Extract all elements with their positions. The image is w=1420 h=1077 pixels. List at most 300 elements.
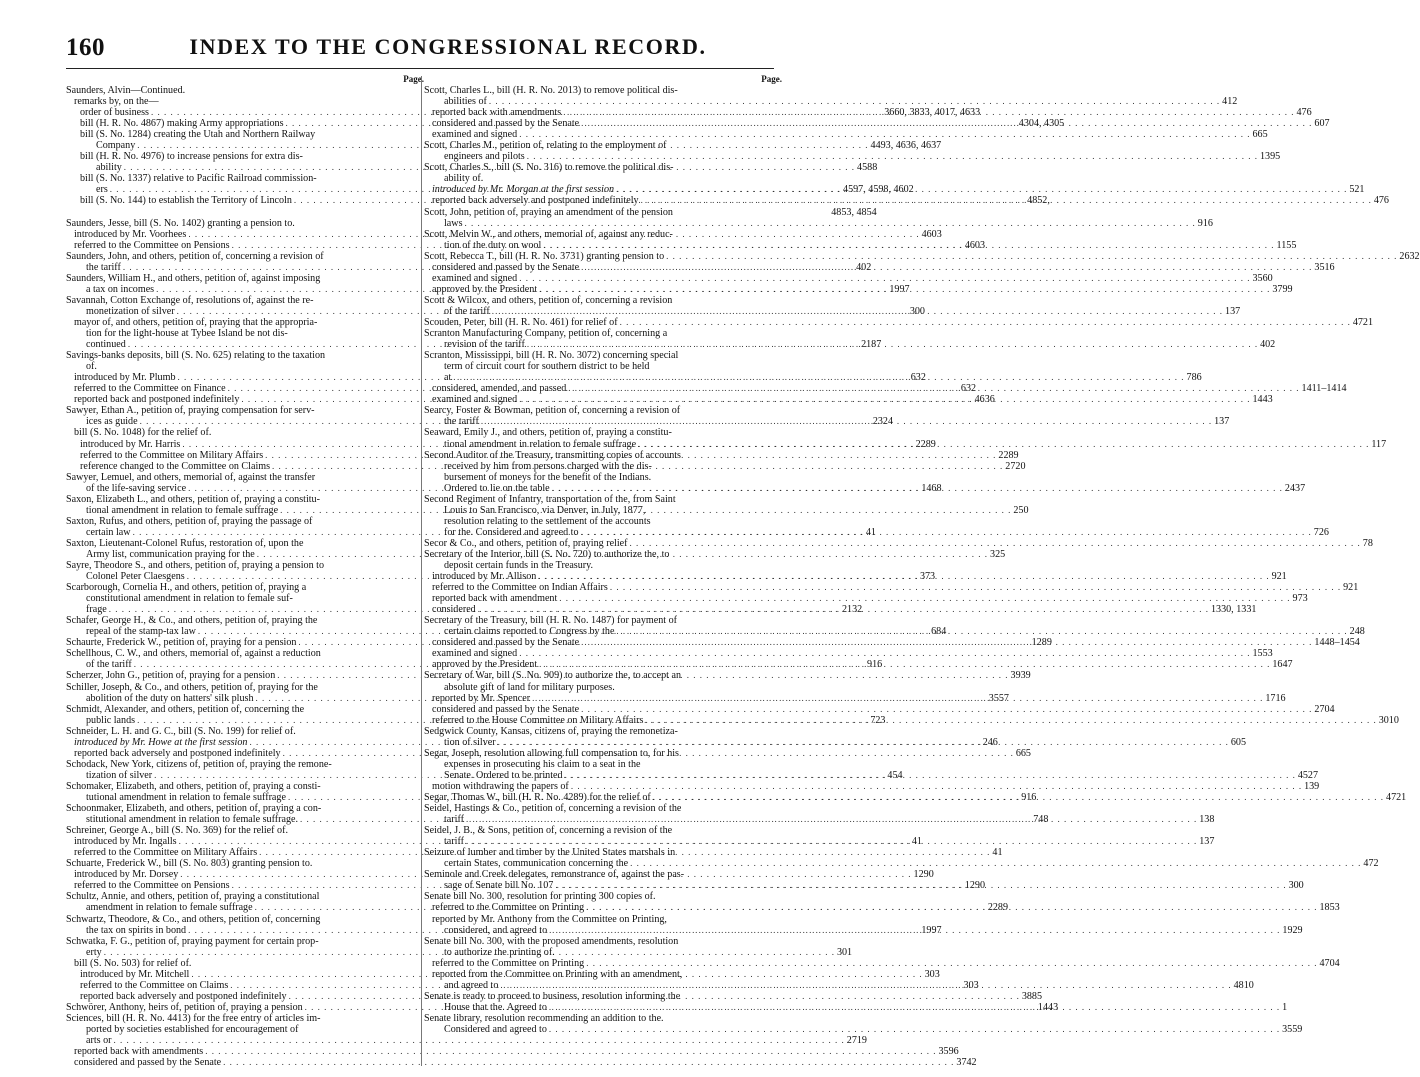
index-line: Sciences, bill (H. R. No. 4413) for the free entry of articles im- — [66, 1012, 321, 1024]
index-line: Louis to San Francisco, via Denver, in July, 1877, — [444, 504, 646, 516]
page-reference: 2132 — [841, 604, 863, 616]
entry-text: amendment in relation to female suffrage — [86, 902, 253, 914]
index-line: bill (S. No. 1284) creating the Utah and Northern Railway — [80, 129, 316, 141]
entry-text: public lands — [86, 714, 136, 726]
header-rule — [66, 68, 774, 69]
page-reference: 2719 — [846, 1035, 867, 1047]
entry-text: the tax on spirits in bond — [86, 924, 187, 936]
leader-dots — [549, 925, 1280, 936]
page-reference: 137 — [1199, 836, 1215, 848]
entry-text: reported back with amendment — [432, 593, 558, 605]
index-line: Sedgwick County, Kansas, citizens of, praying the remonetiza- — [424, 725, 678, 737]
page-reference: 4603 — [964, 239, 986, 251]
entry-text: of the life-saving service — [86, 482, 187, 494]
index-line: Savannah, Cotton Exchange of, resolutions of, against the re- — [66, 294, 314, 306]
page-reference: 4853, 4854 — [831, 206, 877, 218]
leader-dots — [630, 538, 1361, 549]
entry-text: monetization of silver — [86, 305, 175, 317]
leader-dots — [568, 383, 1299, 394]
index-line: Second Auditor of the Treasury, transmitting copies of accounts — [424, 449, 681, 461]
page-reference: 1395 — [1259, 151, 1281, 163]
entry-text: Segar, Thomas W., bill (H. R. No. 4289) for the relief of — [424, 792, 651, 803]
page-number: 160 — [66, 34, 105, 61]
page-reference: 2632 — [1399, 250, 1420, 262]
page-reference: 4810 — [1233, 979, 1254, 991]
entry-text: introduced by Mr. Plumb — [74, 372, 176, 384]
entry-text: tional amendment in relation to female suffrage — [444, 438, 637, 450]
page-reference: 1443 — [1037, 1001, 1059, 1013]
page-reference: 41 — [911, 836, 922, 848]
leader-dots — [581, 637, 1312, 648]
entry-text: certain law — [86, 526, 131, 538]
entry-text: engineers and pilots — [444, 151, 525, 163]
page-reference: 454 — [887, 769, 903, 781]
index-line: Saxon, Elizabeth L., and others, petition of, praying a constitu- — [66, 493, 320, 505]
page-reference: 2324 — [872, 416, 894, 428]
index-line: Secretary of the Interior, bill (S. No. 720) to authorize the, to — [424, 548, 670, 560]
entry-text: considered and passed by the Senate — [432, 703, 580, 715]
entry-text: frage — [86, 604, 107, 616]
leader-dots — [630, 858, 1361, 869]
leader-dots — [620, 317, 1351, 328]
page-reference: 607 — [1314, 118, 1330, 130]
page-reference: 3742 — [956, 1057, 977, 1069]
page-reference: 2704 — [1314, 703, 1335, 715]
entry-text: introduced by Mr. Dorsey — [74, 869, 179, 881]
page-reference: 4588 — [857, 162, 878, 174]
leader-dots — [498, 737, 1229, 748]
page-reference: 748 — [1033, 814, 1049, 826]
index-line: deposit certain funds in the Treasury. — [444, 560, 594, 572]
leader-dots — [581, 704, 1312, 715]
entry-text: of the tariff — [86, 659, 132, 671]
index-line: Saxton, Rufus, and others, petition of, praying the passage of — [66, 515, 313, 527]
page-reference: 4304, 4305 — [1018, 118, 1065, 130]
page-reference: 1330, 1331 — [1210, 604, 1257, 616]
entry-text: referred to the Committee on Pensions — [74, 239, 230, 251]
entry-text: considered, amended, and passed — [432, 383, 567, 395]
index-line: term of circuit court for southern district to be held — [444, 361, 650, 373]
page-reference: 1290 — [913, 869, 934, 881]
entry-text: arts or — [86, 1035, 112, 1047]
index-line: Sawyer, Ethan A., petition of, praying compensation for serv- — [66, 405, 315, 417]
leader-dots — [552, 483, 1283, 494]
index-line: remarks by, on the— — [74, 96, 159, 108]
entry-text: examined and signed — [432, 272, 518, 284]
page-reference: 1716 — [1265, 692, 1286, 704]
page-reference: 1411–1414 — [1301, 383, 1347, 395]
page-reference: 1 — [1282, 1001, 1288, 1013]
entry-text: considered and passed by the Senate — [432, 261, 580, 273]
entry-text: introduced by Mr. Harris — [80, 438, 181, 450]
leader-dots — [581, 118, 1312, 129]
entry-text: introduced by Mr. Voorhees — [74, 228, 187, 240]
index-line: Schiller, Joseph, & Co., and others, petition of, praying for the — [66, 681, 318, 693]
index-line: bill (S. No. 1048) for the relief of. — [74, 427, 212, 439]
page-header — [66, 34, 766, 64]
index-entry — [424, 129, 1268, 141]
entry-text: introduced by Mr. Morgan at the first session — [432, 184, 615, 196]
entry-text: revision of the tariff — [444, 339, 525, 351]
entry-text: ers — [96, 184, 108, 196]
index-line: Seaward, Emily J., and others, petition of, praying a constitu- — [424, 427, 672, 439]
page-reference: 3799 — [1272, 283, 1293, 295]
leader-dots — [478, 604, 1209, 615]
leader-dots — [563, 107, 1294, 118]
page-reference: 476 — [1296, 107, 1312, 119]
index-line: resolution relating to the settlement of the accounts — [444, 515, 651, 527]
leader-dots — [489, 96, 1220, 107]
index-line: ability of. — [444, 173, 484, 185]
page-reference: 684 — [931, 626, 947, 638]
page-reference: 4603 — [921, 228, 942, 240]
leader-dots — [641, 195, 1372, 206]
entry-text: introduced by Mr. Allison — [432, 571, 537, 583]
entry-text: bill (S. No. 144) to establish the Territory of Lincoln — [80, 195, 292, 207]
index-line: Saunders, John, and others, petition of, concerning a revision of — [66, 250, 324, 262]
index-line: of. — [86, 361, 97, 373]
index-line: Senate library, resolution recommending an addition to the. — [424, 1012, 664, 1024]
page-reference: 472 — [1363, 858, 1379, 870]
leader-dots — [653, 792, 1384, 803]
index-line: Scarborough, Cornelia H., and others, petition of, praying a — [66, 582, 307, 594]
index-line: Saunders, William H., and others, petition of, against imposing — [66, 272, 321, 284]
entry-text: bill (H. R. No. 4867) making Army appropriations — [80, 118, 284, 130]
entry-text: referred to the Committee on Printing — [432, 902, 585, 914]
page-reference: 921 — [1343, 582, 1359, 594]
leader-dots — [453, 372, 1184, 383]
index-line: Schwartz, Theodore, & Co., and others, petition of, concerning — [66, 913, 321, 925]
entry-text: Considered and agreed to — [444, 1023, 547, 1035]
entry-text: motion withdrawing the papers of — [432, 780, 569, 792]
leader-dots — [616, 626, 1347, 637]
entry-text: abolition of the duty on hatters' silk plush — [86, 692, 254, 704]
leader-dots — [610, 582, 1341, 593]
page-reference: 402 — [1260, 339, 1276, 351]
index-entry — [424, 648, 1273, 660]
entry-text: considered and passed by the Senate — [432, 118, 580, 130]
page-reference: 137 — [1214, 416, 1230, 428]
index-line: Savings-banks deposits, bill (S. No. 625) relating to the taxation — [66, 350, 326, 362]
page-reference: 1853 — [1319, 902, 1340, 914]
entry-text: Army list, communication praying for the — [86, 548, 255, 560]
page-reference: 4493, 4636, 4637 — [870, 140, 942, 152]
index-line: bill (S. No. 1337) relative to Pacific Railroad commission- — [80, 173, 317, 185]
page-reference: 723 — [870, 714, 886, 726]
page-reference: 3516 — [1314, 261, 1335, 273]
entry-text: referred to the Committee on Indian Affairs — [432, 582, 608, 594]
index-line: Schreiner, George A., bill (S. No. 369) for the relief of. — [66, 825, 288, 837]
entry-text: referred to the Committee on Military Affairs — [74, 847, 258, 859]
entry-text: tariff — [444, 836, 464, 848]
entry-text: reported by Mr. Spencer — [432, 692, 531, 704]
index-entry — [66, 1057, 977, 1069]
entry-text: reported back with amendments — [74, 1046, 204, 1058]
page-reference: 3885 — [1021, 990, 1043, 1002]
index-line: Saunders, Jesse, bill (S. No. 1402) granting a pension to. — [66, 217, 295, 229]
index-entry — [424, 593, 1308, 605]
page-reference: 665 — [1015, 747, 1031, 759]
index-line: Schodack, New York, citizens of, petition of, praying the remone- — [66, 758, 332, 770]
index-line: Scott, Melvin W., and others, memorial of, against any reduc- — [424, 228, 673, 240]
entry-text: considered and passed by the Senate — [74, 1057, 222, 1069]
index-entry — [424, 703, 1335, 715]
page-reference: 2289 — [987, 902, 1009, 914]
leader-dots — [543, 240, 1274, 251]
index-entry — [424, 316, 1374, 328]
leader-dots — [492, 306, 1223, 317]
leader-dots — [559, 593, 1290, 604]
leader-dots — [581, 262, 1312, 273]
leader-dots — [500, 980, 1231, 991]
entry-text: certain States, communication concerning the — [444, 858, 629, 870]
entry-text: Scott, Rebecca T., bill (H. R. No. 3731) granting pension to — [424, 250, 665, 262]
entry-text: Secor & Co., and others, petition of, praying relief — [424, 537, 628, 549]
entry-text: tization of silver — [86, 769, 153, 781]
index-line: Schafer, George H., & Co., and others, petition of, praying the — [66, 615, 318, 627]
page-reference: 303 — [924, 968, 940, 980]
entry-text: Senate. Ordered to be printed — [444, 769, 563, 781]
entry-text: House that the. Agreed to — [444, 1001, 547, 1013]
index-line: Schwatka, F. G., petition of, praying payment for certain prop- — [66, 935, 319, 947]
index-line: reported by Mr. Anthony from the Committee on Printing, — [432, 913, 667, 925]
page-reference: 921 — [1271, 571, 1287, 583]
page-reference: 373 — [919, 571, 936, 583]
index-line: bill (H. R. No. 4976) to increase pensions for extra dis- — [80, 151, 303, 163]
entry-text: at — [444, 372, 452, 384]
entry-text: erty — [86, 946, 102, 958]
leader-dots — [666, 251, 1397, 262]
page-reference: 412 — [1222, 96, 1238, 108]
page-reference: 4527 — [1297, 769, 1318, 781]
page-reference: 300 — [1288, 880, 1304, 892]
index-line: Seizure of lumber and timber by the United States marshals in — [424, 847, 676, 859]
leader-dots — [549, 1002, 1280, 1013]
index-entry — [424, 1023, 1303, 1035]
entry-text: referred to the Committee on Finance — [74, 383, 226, 395]
page-reference: 139 — [1304, 780, 1320, 792]
index-line: constitutional amendment in relation to female suf- — [86, 593, 293, 605]
entry-text: examined and signed — [432, 394, 518, 406]
entry-text: referred to the Committee on Claims — [80, 979, 229, 991]
entry-text: considered and passed by the Senate — [432, 637, 580, 649]
page-reference: 137 — [1225, 305, 1241, 317]
page-reference: 1289 — [1031, 637, 1052, 649]
index-line: Sayre, Theodore S., and others, petition of, praying a pension to — [66, 560, 324, 572]
page-reference: 4721 — [1352, 316, 1374, 328]
index-entry — [66, 1046, 959, 1058]
page-reference: 1468 — [921, 482, 942, 494]
page-reference: 402 — [856, 261, 872, 273]
leader-dots — [532, 693, 1263, 704]
page-reference: 605 — [1230, 736, 1246, 748]
page-reference: 3596 — [938, 1046, 959, 1058]
leader-dots — [466, 836, 1197, 847]
index-line: absolute gift of land for military purposes. — [444, 681, 615, 693]
leader-dots — [519, 394, 1250, 405]
entry-text: for the. Considered and agreed to — [444, 526, 579, 538]
page-reference: 117 — [1371, 438, 1387, 450]
index-line: Saunders, Alvin—Continued. — [66, 85, 186, 96]
index-line: Segar, Joseph, resolution allowing full compensation to, for his — [424, 747, 679, 759]
leader-dots — [616, 184, 1347, 195]
entry-text: abilities of — [444, 96, 487, 108]
index-entry — [424, 858, 1379, 870]
page-reference: 303 — [963, 979, 979, 991]
entry-text: Schwörer, Anthony, heirs of, petition of, praying a pension — [66, 1001, 303, 1013]
page-reference: 41 — [865, 526, 876, 538]
leader-dots — [519, 273, 1250, 284]
index-line: bursement of moneys for the benefit of the Indians. — [444, 471, 652, 483]
index-line: Seidel, Hastings & Co., petition of, concerning a revision of the — [424, 803, 682, 815]
index-line: bill (S. No. 503) for relief of. — [74, 957, 192, 969]
page-reference: 1997 — [889, 283, 910, 295]
entry-text: sage of Senate bill No. 107 — [444, 880, 554, 892]
leader-dots — [519, 648, 1250, 659]
page-reference: 521 — [1349, 184, 1365, 196]
entry-text: referred to the Committee on Pensions — [74, 880, 230, 892]
page-reference: 41 — [992, 847, 1003, 859]
index-line: Schmidt, Alexander, and others, petition of, concerning the — [66, 703, 305, 715]
index-line: expenses in prosecuting his claim to a seat in the — [444, 758, 641, 770]
index-line: Secretary of the Treasury, bill (H. R. No. 1487) for payment of — [424, 615, 678, 627]
entry-text: ability — [96, 162, 122, 174]
leader-dots — [586, 902, 1317, 913]
page-reference: 300 — [909, 305, 925, 317]
page-reference: 2720 — [1005, 460, 1026, 472]
index-line: Saxton, Lieutenant-Colonel Rufus, restoration of, upon the — [66, 537, 304, 549]
entry-text: introduced by Mr. Mitchell — [80, 968, 190, 980]
index-line: mayor of, and others, petition of, praying that the appropria- — [74, 316, 318, 328]
page-column-label: Page. — [403, 74, 424, 84]
column-divider — [421, 76, 422, 1066]
page-reference: 632 — [910, 372, 926, 384]
entry-text: approved by the President — [432, 283, 538, 295]
page-reference: 248 — [1349, 626, 1365, 638]
leader-dots — [581, 527, 1312, 538]
index-line: received by him from persons charged with the dis- — [444, 460, 652, 472]
entry-text: reported back adversely and postponed indefinitely — [80, 990, 287, 1002]
index-line: Secretary of War, bill (S. No. 909) to authorize the, to accept an — [424, 670, 682, 682]
entry-text: order of business — [80, 107, 149, 119]
entry-text: considered — [432, 604, 476, 616]
page-reference: 3939 — [1010, 670, 1031, 682]
entry-text: Scherzer, John G., petition of, praying for a pension — [66, 670, 276, 682]
page-reference: 250 — [1013, 504, 1029, 516]
page-reference: 726 — [1313, 526, 1329, 538]
entry-text: introduced by Mr. Ingalls — [74, 836, 177, 848]
index-line: ported by societies established for encouragement of — [86, 1023, 299, 1035]
index-line: Scott, Charles L., bill (H. R. No. 2013) to remove political dis- — [424, 85, 678, 96]
leader-dots — [555, 880, 1286, 891]
index-line: Schomaker, Elizabeth, and others, petition of, praying a consti- — [66, 780, 321, 792]
index-line: Searcy, Foster & Bowman, petition of, concerning a revision of — [424, 405, 681, 417]
index-entry — [424, 151, 1281, 163]
page-reference: 138 — [1199, 814, 1215, 826]
page-reference: 301 — [836, 946, 853, 958]
entry-text: Company — [96, 140, 136, 152]
page-reference: 973 — [1292, 593, 1308, 605]
index-line: tion for the light-house at Tybee Island be not dis- — [86, 328, 288, 340]
index-entry — [424, 217, 1213, 229]
page-reference: 1553 — [1252, 648, 1273, 660]
entry-text: introduced by Mr. Howe at the first session — [74, 736, 248, 748]
entry-text: the tariff — [86, 261, 121, 273]
entry-text: a tax on incomes — [86, 283, 155, 295]
entry-text: examined and signed — [432, 129, 518, 141]
entry-text: considered, and agreed to — [444, 924, 548, 936]
entry-text: tariff — [444, 814, 464, 826]
entry-text: Ordered to lie on the table — [444, 482, 550, 494]
leader-dots — [565, 770, 1296, 781]
leader-dots — [519, 129, 1250, 140]
page-reference: 3660, 3833, 4017, 4633 — [884, 107, 981, 119]
leader-dots — [571, 781, 1302, 792]
index-line: Schoonmaker, Elizabeth, and others, petition of, praying a con- — [66, 803, 322, 815]
running-title: INDEX TO THE CONGRESSIONAL RECORD. — [189, 34, 707, 59]
page-reference: 1647 — [1272, 659, 1293, 671]
index-line: Scott, John, petition of, praying an amendment of the pension — [424, 206, 673, 218]
entry-text: reference changed to the Committee on Claims — [80, 460, 271, 472]
entry-text: laws — [444, 217, 463, 229]
page-reference: 2187 — [861, 339, 882, 351]
entry-text: tion of silver — [444, 736, 496, 748]
page-reference: 2437 — [1284, 482, 1306, 494]
page-reference: 4704 — [1319, 957, 1340, 969]
page-reference: 3557 — [988, 692, 1009, 704]
page-reference: 4597, 4598, 4602 — [843, 184, 914, 196]
index-line: Schellhous, C. W., and others, memorial of, against a reduction — [66, 648, 321, 660]
entry-text: certain claims reported to Congress by the — [444, 626, 615, 638]
entry-text: referred to the Committee on Military Affairs — [80, 449, 264, 461]
page-reference: 3010 — [1378, 714, 1399, 726]
page-reference: 3560 — [1252, 272, 1273, 284]
index-entry — [424, 272, 1273, 284]
index-entry — [424, 582, 1359, 594]
entry-text: stitutional amendment in relation to female suffrage. — [86, 814, 298, 826]
entry-text: Scouden, Peter, bill (H. R. No. 461) for relief of — [424, 316, 618, 328]
index-line: Scott, Charles S., bill (S. No. 316) to remove the political dis- — [424, 162, 674, 174]
index-line: Seidel, J. B., & Sons, petition of, concerning a revision of the — [424, 825, 673, 837]
page-reference: 325 — [990, 548, 1006, 560]
page-reference: 916 — [867, 659, 883, 671]
page-reference: 1997 — [921, 924, 942, 936]
leader-dots — [638, 439, 1369, 450]
index-line: Schuarte, Frederick W., bill (S. No. 803) granting pension to. — [66, 858, 313, 870]
page-reference: 476 — [1373, 195, 1389, 207]
entry-text: examined and signed — [432, 648, 518, 660]
page-reference: 632 — [960, 383, 977, 395]
entry-text: reported back and postponed indefinitely — [74, 394, 240, 406]
entry-text: reported back with amendments — [432, 107, 562, 119]
page-reference: 1443 — [1252, 394, 1273, 406]
entry-text: Colonel Peter Claesgens — [86, 571, 185, 583]
entry-text: referred to the House Committee on Military Affairs — [432, 714, 644, 726]
index-line: Senate is ready to proceed to business, resolution informing the — [424, 990, 681, 1002]
leader-dots — [481, 416, 1212, 427]
index-line: reported from the Committee on Printing with an amendment, — [432, 968, 683, 980]
index-line: Scranton Manufacturing Company, petition of, concerning a — [424, 328, 668, 340]
entry-text: tional amendment in relation to female suffrage — [86, 504, 279, 516]
leader-dots — [527, 339, 1258, 350]
index-entry — [66, 1035, 867, 1047]
entry-text: the tariff — [444, 416, 479, 428]
entry-text: and agreed to — [444, 979, 499, 991]
page-reference: 1290 — [964, 880, 986, 892]
index-line: Second Regiment of Infantry, transportation of the, from Saint — [424, 493, 676, 505]
index-entry — [424, 537, 1373, 549]
page-reference: 2289 — [915, 438, 936, 450]
